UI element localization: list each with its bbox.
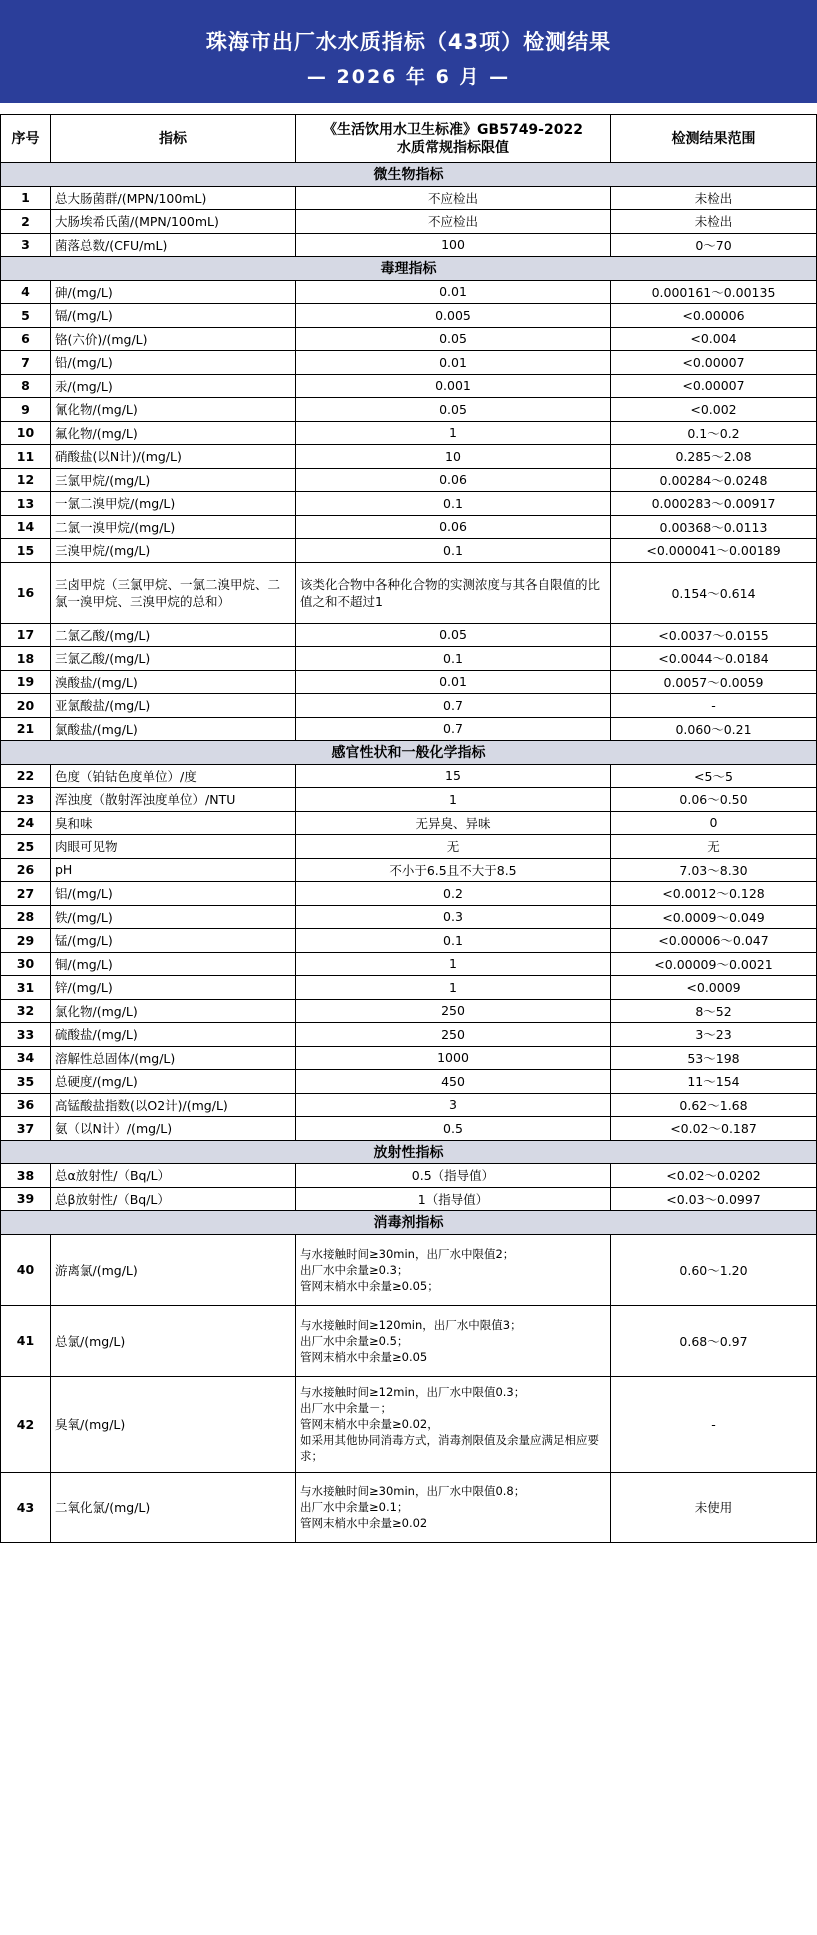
result-range: 0.68～0.97	[611, 1305, 817, 1376]
table-row	[1, 515, 817, 539]
table-row	[1, 999, 817, 1023]
indicator-name: 二氯一溴甲烷/(mg/L)	[51, 515, 296, 539]
indicator-name: 溴酸盐/(mg/L)	[51, 670, 296, 694]
indicator-name: 硫酸盐/(mg/L)	[51, 1023, 296, 1047]
indicator-name: 镉/(mg/L)	[51, 304, 296, 328]
row-index: 4	[1, 280, 51, 304]
row-index: 10	[1, 421, 51, 445]
indicator-name: 汞/(mg/L)	[51, 374, 296, 398]
result-range: <0.002	[611, 398, 817, 422]
result-range: <0.00007	[611, 351, 817, 375]
result-range: 0.06～0.50	[611, 788, 817, 812]
row-index: 37	[1, 1117, 51, 1141]
result-range: 0～70	[611, 233, 817, 257]
table-row	[1, 1093, 817, 1117]
row-index: 21	[1, 717, 51, 741]
indicator-name: 总氯/(mg/L)	[51, 1305, 296, 1376]
result-range: <0.004	[611, 327, 817, 351]
report-subtitle: — 2026 年 6 月 —	[306, 66, 511, 88]
col-header-index: 序号	[1, 115, 51, 163]
indicator-name: 大肠埃希氏菌/(MPN/100mL)	[51, 210, 296, 234]
result-range: 未检出	[611, 210, 817, 234]
limit-value: 0.05	[296, 398, 611, 422]
result-range: <0.0012～0.128	[611, 882, 817, 906]
section-header-row	[1, 163, 817, 187]
limit-value: 0.2	[296, 882, 611, 906]
limit-value: 15	[296, 764, 611, 788]
section-header-row	[1, 257, 817, 281]
row-index: 25	[1, 835, 51, 859]
result-range: 0.0057～0.0059	[611, 670, 817, 694]
limit-value: 无异臭、异味	[296, 811, 611, 835]
row-index: 32	[1, 999, 51, 1023]
row-index: 34	[1, 1046, 51, 1070]
result-range: <0.0044～0.0184	[611, 647, 817, 671]
table-row	[1, 976, 817, 1000]
row-index: 27	[1, 882, 51, 906]
row-index: 12	[1, 468, 51, 492]
indicator-name: 铜/(mg/L)	[51, 952, 296, 976]
row-index: 30	[1, 952, 51, 976]
limit-value: 1	[296, 952, 611, 976]
result-range: 0.000283～0.00917	[611, 492, 817, 516]
result-range: 0.60～1.20	[611, 1234, 817, 1305]
result-range: 0	[611, 811, 817, 835]
col-header-limit-line2: 水质常规指标限值	[397, 139, 509, 156]
table-row	[1, 374, 817, 398]
row-index: 40	[1, 1234, 51, 1305]
indicator-name: 氨（以N计）/(mg/L)	[51, 1117, 296, 1141]
table-header-row	[1, 115, 817, 163]
result-range: 0.00368～0.0113	[611, 515, 817, 539]
table-row	[1, 304, 817, 328]
row-index: 14	[1, 515, 51, 539]
indicator-name: 亚氯酸盐/(mg/L)	[51, 694, 296, 718]
indicator-name: 氟化物/(mg/L)	[51, 421, 296, 445]
table-row	[1, 1376, 817, 1472]
result-range: 未使用	[611, 1472, 817, 1542]
row-index: 33	[1, 1023, 51, 1047]
limit-value: 100	[296, 233, 611, 257]
row-index: 15	[1, 539, 51, 563]
limit-value: 0.7	[296, 717, 611, 741]
result-range: 11～154	[611, 1070, 817, 1094]
limit-value: 1000	[296, 1046, 611, 1070]
table-row	[1, 1305, 817, 1376]
indicator-name: 氰化物/(mg/L)	[51, 398, 296, 422]
section-title: 放射性指标	[1, 1140, 817, 1164]
table-row	[1, 1023, 817, 1047]
limit-value: 10	[296, 445, 611, 469]
limit-value: 与水接触时间≥30min，出厂水中限值0.8； 出厂水中余量≥0.1； 管网末梢水中余量≥0.02	[296, 1472, 611, 1542]
limit-value: 1	[296, 788, 611, 812]
row-index: 16	[1, 562, 51, 623]
table-row	[1, 468, 817, 492]
col-header-limit-line1: 《生活饮用水卫生标准》GB5749-2022	[323, 121, 583, 138]
indicator-name: 铅/(mg/L)	[51, 351, 296, 375]
table-row	[1, 882, 817, 906]
limit-value: 1（指导值）	[296, 1187, 611, 1211]
table-row	[1, 788, 817, 812]
table-row	[1, 1070, 817, 1094]
limit-value: 0.7	[296, 694, 611, 718]
result-range: 0.62～1.68	[611, 1093, 817, 1117]
result-range: 0.00284～0.0248	[611, 468, 817, 492]
limit-value: 0.005	[296, 304, 611, 328]
limit-value: 0.05	[296, 327, 611, 351]
table-row	[1, 905, 817, 929]
result-range: 0.060～0.21	[611, 717, 817, 741]
table-row	[1, 351, 817, 375]
indicator-name: 硝酸盐(以N计)/(mg/L)	[51, 445, 296, 469]
table-row	[1, 623, 817, 647]
indicator-name: 游离氯/(mg/L)	[51, 1234, 296, 1305]
indicator-name: 二氧化氯/(mg/L)	[51, 1472, 296, 1542]
indicator-name: 色度（铂钴色度单位）/度	[51, 764, 296, 788]
limit-value: 不小于6.5且不大于8.5	[296, 858, 611, 882]
indicator-name: 铝/(mg/L)	[51, 882, 296, 906]
section-header-row	[1, 1140, 817, 1164]
limit-value: 0.1	[296, 539, 611, 563]
result-range: -	[611, 1376, 817, 1472]
limit-value: 0.1	[296, 647, 611, 671]
table-body	[1, 163, 817, 1543]
row-index: 43	[1, 1472, 51, 1542]
row-index: 36	[1, 1093, 51, 1117]
result-range: 7.03～8.30	[611, 858, 817, 882]
table-row	[1, 327, 817, 351]
indicator-name: 锌/(mg/L)	[51, 976, 296, 1000]
table-row	[1, 492, 817, 516]
row-index: 5	[1, 304, 51, 328]
indicator-name: 三卤甲烷（三氯甲烷、一氯二溴甲烷、二氯一溴甲烷、三溴甲烷的总和）	[51, 562, 296, 623]
indicator-name: 高锰酸盐指数(以O2计)/(mg/L)	[51, 1093, 296, 1117]
result-range: 3～23	[611, 1023, 817, 1047]
table-row	[1, 929, 817, 953]
table-row	[1, 210, 817, 234]
row-index: 17	[1, 623, 51, 647]
result-range: -	[611, 694, 817, 718]
table-row	[1, 835, 817, 859]
row-index: 22	[1, 764, 51, 788]
limit-value: 不应检出	[296, 186, 611, 210]
table-row	[1, 811, 817, 835]
indicator-name: 三溴甲烷/(mg/L)	[51, 539, 296, 563]
limit-value: 250	[296, 999, 611, 1023]
table-row	[1, 858, 817, 882]
indicator-name: 氯化物/(mg/L)	[51, 999, 296, 1023]
indicator-name: 臭和味	[51, 811, 296, 835]
table-row	[1, 1234, 817, 1305]
row-index: 38	[1, 1164, 51, 1188]
limit-value: 1	[296, 976, 611, 1000]
result-range: <0.02～0.187	[611, 1117, 817, 1141]
row-index: 3	[1, 233, 51, 257]
indicator-name: 总硬度/(mg/L)	[51, 1070, 296, 1094]
limit-value: 无	[296, 835, 611, 859]
indicator-name: 铁/(mg/L)	[51, 905, 296, 929]
row-index: 19	[1, 670, 51, 694]
result-range: 8～52	[611, 999, 817, 1023]
limit-value: 与水接触时间≥12min，出厂水中限值0.3； 出厂水中余量－； 管网末梢水中余量≥0.02， 如采用其他协同消毒方式，消毒剂限值及余量应满足相应要求；	[296, 1376, 611, 1472]
row-index: 20	[1, 694, 51, 718]
indicator-name: 氯酸盐/(mg/L)	[51, 717, 296, 741]
report-header	[0, 0, 817, 103]
limit-value: 0.1	[296, 929, 611, 953]
row-index: 35	[1, 1070, 51, 1094]
row-index: 2	[1, 210, 51, 234]
col-header-indicator: 指标	[51, 115, 296, 163]
row-index: 7	[1, 351, 51, 375]
indicator-name: 总α放射性/（Bq/L）	[51, 1164, 296, 1188]
result-range: <0.00009～0.0021	[611, 952, 817, 976]
result-range: 0.154～0.614	[611, 562, 817, 623]
table-row	[1, 670, 817, 694]
indicator-name: 三氯甲烷/(mg/L)	[51, 468, 296, 492]
limit-value: 0.06	[296, 515, 611, 539]
result-range: <0.00007	[611, 374, 817, 398]
indicator-name: 二氯乙酸/(mg/L)	[51, 623, 296, 647]
limit-value: 250	[296, 1023, 611, 1047]
section-header-row	[1, 741, 817, 765]
limit-value: 0.3	[296, 905, 611, 929]
table-row	[1, 445, 817, 469]
row-index: 29	[1, 929, 51, 953]
table-row	[1, 398, 817, 422]
section-title: 感官性状和一般化学指标	[1, 741, 817, 765]
table-row	[1, 421, 817, 445]
row-index: 13	[1, 492, 51, 516]
limit-value: 0.01	[296, 351, 611, 375]
result-range: <0.0009～0.049	[611, 905, 817, 929]
row-index: 26	[1, 858, 51, 882]
limit-value: 0.001	[296, 374, 611, 398]
result-range: <0.0037～0.0155	[611, 623, 817, 647]
section-header-row	[1, 1211, 817, 1235]
limit-value: 0.5（指导值）	[296, 1164, 611, 1188]
indicator-name: 锰/(mg/L)	[51, 929, 296, 953]
table-row	[1, 280, 817, 304]
row-index: 1	[1, 186, 51, 210]
indicator-name: 肉眼可见物	[51, 835, 296, 859]
limit-value: 1	[296, 421, 611, 445]
limit-value: 0.01	[296, 670, 611, 694]
limit-value: 不应检出	[296, 210, 611, 234]
row-index: 6	[1, 327, 51, 351]
result-range: 无	[611, 835, 817, 859]
col-header-result: 检测结果范围	[611, 115, 817, 163]
table-row	[1, 647, 817, 671]
limit-value: 0.06	[296, 468, 611, 492]
limit-value: 0.1	[296, 492, 611, 516]
limit-value: 与水接触时间≥120min，出厂水中限值3； 出厂水中余量≥0.5； 管网末梢水中余量≥0.05	[296, 1305, 611, 1376]
limit-value: 0.01	[296, 280, 611, 304]
row-index: 39	[1, 1187, 51, 1211]
limit-value: 0.05	[296, 623, 611, 647]
row-index: 28	[1, 905, 51, 929]
indicator-name: 砷/(mg/L)	[51, 280, 296, 304]
indicator-name: 浑浊度（散射浑浊度单位）/NTU	[51, 788, 296, 812]
section-title: 微生物指标	[1, 163, 817, 187]
indicator-name: 臭氧/(mg/L)	[51, 1376, 296, 1472]
report-title: 珠海市出厂水水质指标（43项）检测结果	[205, 30, 612, 54]
indicator-name: 菌落总数/(CFU/mL)	[51, 233, 296, 257]
indicator-name: pH	[51, 858, 296, 882]
row-index: 8	[1, 374, 51, 398]
indicator-name: 一氯二溴甲烷/(mg/L)	[51, 492, 296, 516]
result-range: 0.1～0.2	[611, 421, 817, 445]
table-row	[1, 186, 817, 210]
result-range: <0.00006～0.047	[611, 929, 817, 953]
row-index: 31	[1, 976, 51, 1000]
table-row	[1, 1117, 817, 1141]
limit-value: 0.5	[296, 1117, 611, 1141]
limit-value: 450	[296, 1070, 611, 1094]
result-range: <0.0009	[611, 976, 817, 1000]
table-row	[1, 562, 817, 623]
result-range: <5～5	[611, 764, 817, 788]
result-range: 未检出	[611, 186, 817, 210]
indicator-name: 三氯乙酸/(mg/L)	[51, 647, 296, 671]
result-range: 53～198	[611, 1046, 817, 1070]
table-row	[1, 1472, 817, 1542]
limit-value: 该类化合物中各种化合物的实测浓度与其各自限值的比值之和不超过1	[296, 562, 611, 623]
row-index: 9	[1, 398, 51, 422]
section-title: 毒理指标	[1, 257, 817, 281]
result-range: 0.000161～0.00135	[611, 280, 817, 304]
section-title: 消毒剂指标	[1, 1211, 817, 1235]
row-index: 41	[1, 1305, 51, 1376]
table-row	[1, 233, 817, 257]
row-index: 23	[1, 788, 51, 812]
result-range: <0.00006	[611, 304, 817, 328]
result-range: <0.000041～0.00189	[611, 539, 817, 563]
table-row	[1, 694, 817, 718]
result-range: 0.285～2.08	[611, 445, 817, 469]
row-index: 18	[1, 647, 51, 671]
table-row	[1, 1164, 817, 1188]
result-range: <0.03～0.0997	[611, 1187, 817, 1211]
table-row	[1, 1046, 817, 1070]
indicator-name: 总β放射性/（Bq/L）	[51, 1187, 296, 1211]
water-quality-table	[0, 114, 817, 1543]
indicator-name: 总大肠菌群/(MPN/100mL)	[51, 186, 296, 210]
table-row	[1, 952, 817, 976]
limit-value: 与水接触时间≥30min，出厂水中限值2； 出厂水中余量≥0.3； 管网末梢水中余量≥0.05；	[296, 1234, 611, 1305]
result-range: <0.02～0.0202	[611, 1164, 817, 1188]
row-index: 24	[1, 811, 51, 835]
table-row	[1, 539, 817, 563]
row-index: 11	[1, 445, 51, 469]
indicator-name: 溶解性总固体/(mg/L)	[51, 1046, 296, 1070]
col-header-limit	[296, 115, 611, 163]
row-index: 42	[1, 1376, 51, 1472]
table-row	[1, 764, 817, 788]
table-row	[1, 717, 817, 741]
indicator-name: 铬(六价)/(mg/L)	[51, 327, 296, 351]
table-row	[1, 1187, 817, 1211]
limit-value: 3	[296, 1093, 611, 1117]
